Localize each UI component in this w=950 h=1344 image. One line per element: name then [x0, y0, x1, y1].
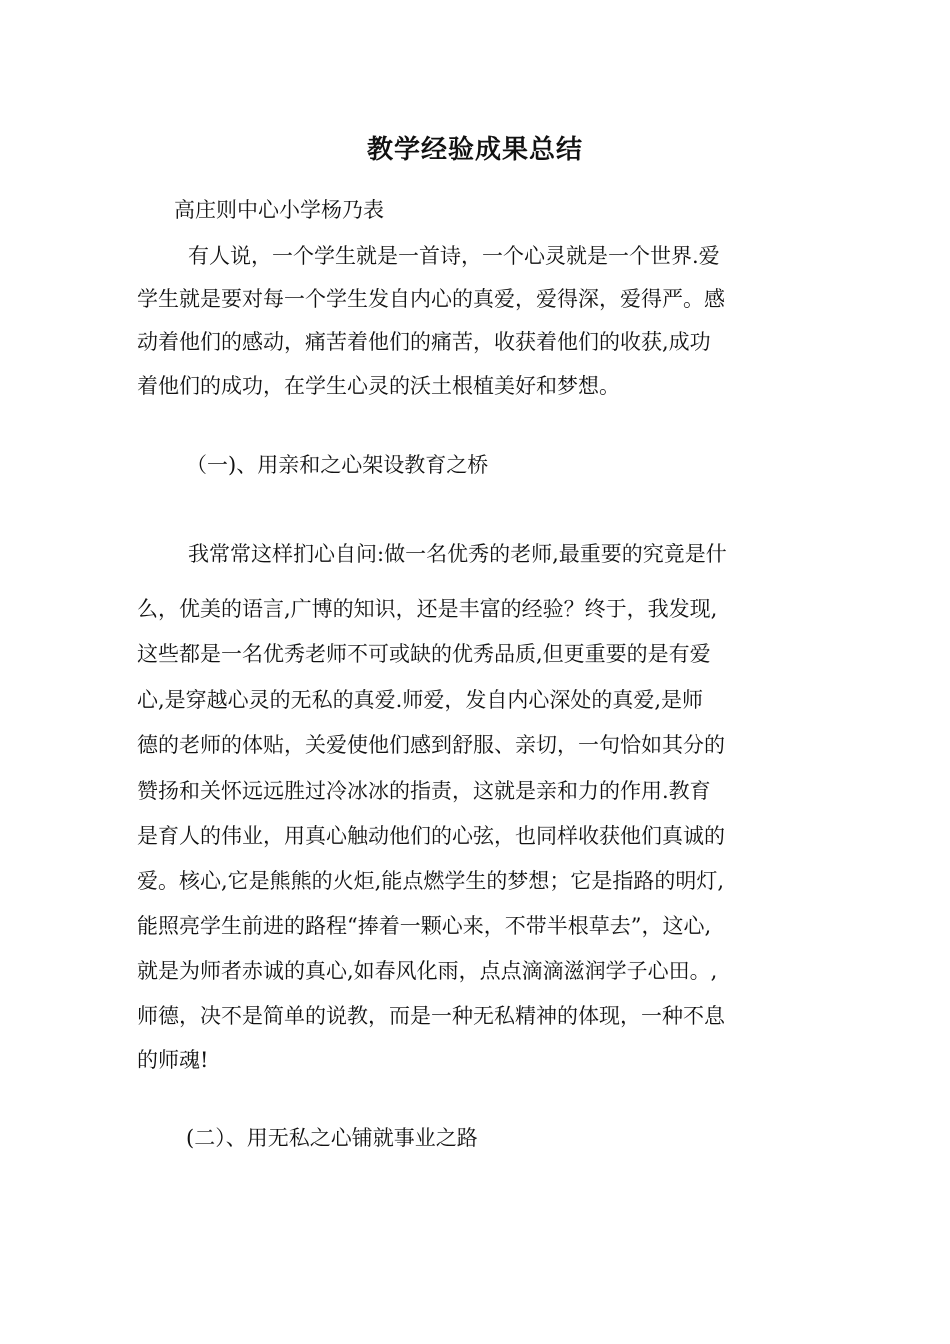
- section-1-line-10: 就是为师者赤诚的真心,如春风化雨，点点滴滴滋润学子心田。,: [137, 959, 718, 983]
- intro-line-3: 动着他们的感动，痛苦着他们的痛苦，收获着他们的收获,成功: [137, 330, 711, 354]
- section-1-line-2: 么，优美的语言,广博的知识，还是丰富的经验？终于，我发现,: [137, 597, 718, 621]
- document-title: 教学经验成果总结: [366, 135, 583, 165]
- section-1-line-6: 赞扬和关怀远远胜过冷冰冰的指责，这就是亲和力的作用.教育: [137, 779, 711, 803]
- section-1-line-12: 的师魂!: [137, 1048, 209, 1072]
- section-1-line-7: 是育人的伟业，用真心触动他们的心弦，也同样收获他们真诚的: [137, 824, 725, 848]
- intro-line-2: 学生就是要对每一个学生发自内心的真爱，爱得深，爱得严。感: [137, 287, 725, 311]
- intro-line-4: 着他们的成功，在学生心灵的沃土根植美好和梦想。: [137, 374, 620, 398]
- section-1-line-3: 这些都是一名优秀老师不可或缺的优秀品质,但更重要的是有爱: [137, 642, 711, 666]
- section-1-line-9: 能照亮学生前进的路程“捧着一颗心来，不带半根草去”，这心,: [137, 914, 712, 938]
- author-line: 高庄则中心小学杨乃表: [174, 198, 384, 222]
- section-1-line-11: 师德，决不是简单的说教，而是一种无私精神的体现，一种不息: [137, 1004, 725, 1028]
- section-1-heading: （一)、用亲和之心架设教育之桥: [186, 453, 489, 477]
- section-1-line-4: 心,是穿越心灵的无私的真爱.师爱，发自内心深处的真爱,是师: [137, 688, 704, 712]
- intro-line-1: 有人说，一个学生就是一首诗，一个心灵就是一个世界.爱: [188, 244, 720, 268]
- section-1-line-8: 爱。核心,它是熊熊的火炬,能点燃学生的梦想；它是指路的明灯,: [137, 869, 725, 893]
- section-1-line-5: 德的老师的体贴，关爱使他们感到舒服、亲切，一句恰如其分的: [137, 733, 725, 757]
- section-1-line-1: 我常常这样扪心自问:做一名优秀的老师,最重要的究竟是什: [188, 542, 727, 566]
- section-2-heading: (二）、用无私之心铺就事业之路: [186, 1126, 478, 1150]
